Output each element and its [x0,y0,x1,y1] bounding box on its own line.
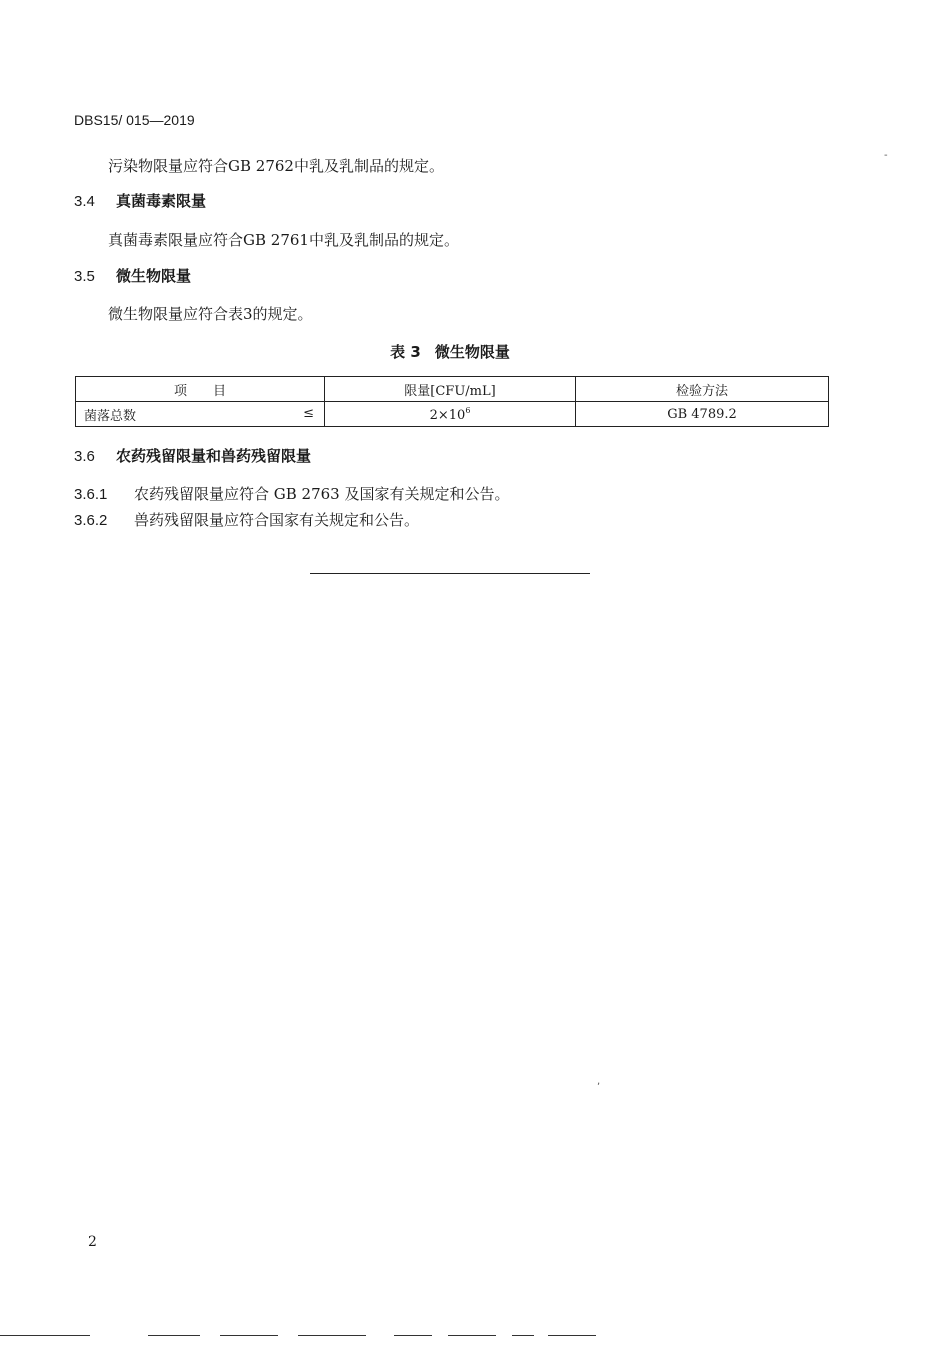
scan-edge-line [0,1335,90,1336]
subsection-3-6-1 [74,483,510,504]
section-heading-3-5 [74,265,191,286]
section-title: 微生物限量 [116,267,192,285]
subsection-number: 3.6.1 [74,486,108,503]
table-header-row [76,377,829,402]
microbial-limits-table [75,376,829,427]
subsection-3-6-2 [74,509,419,530]
section-heading-3-6 [74,445,311,466]
section-title: 农药残留限量和兽药残留限量 [116,447,312,465]
subsection-body: 兽药残留限量应符合国家有关规定和公告。 [134,511,420,529]
table-label: 表 3 [390,343,421,361]
scan-edge-line [448,1335,496,1336]
scan-speck: , [597,1076,601,1087]
section-number: 3.4 [74,193,95,210]
item-name: 菌落总数 [84,408,137,424]
section-heading-3-4 [74,190,206,211]
table-caption [0,341,900,362]
header-item: 项 目 [76,377,325,402]
less-equal-symbol: ≤ [303,406,314,421]
scan-edge-line [394,1335,432,1336]
paragraph-contaminants: 污染物限量应符合GB 2762中乳及乳制品的规定。 [108,157,444,175]
limit-base: 2×10 [429,407,466,423]
subsection-number: 3.6.2 [74,512,108,529]
header-limit: 限量[CFU/mL] [325,377,576,402]
scan-edge-line [220,1335,278,1336]
table-title: 微生物限量 [434,343,510,361]
subsection-body: 农药残留限量应符合 GB 2763 及国家有关规定和公告。 [134,485,510,503]
cell-method: GB 4789.2 [576,402,829,427]
scan-edge-line [298,1335,366,1336]
scan-edge-line [548,1335,596,1336]
paragraph-microbial: 微生物限量应符合表3的规定。 [108,305,313,323]
scan-speck: - [884,150,888,161]
end-of-document-rule [310,573,590,574]
document-code: DBS15/ 015—2019 [74,112,195,128]
cell-limit [325,402,576,427]
scan-edge-line [512,1335,534,1336]
header-method: 检验方法 [576,377,829,402]
limit-exponent: 6 [465,405,471,415]
section-title: 真菌毒素限量 [116,192,207,210]
section-number: 3.6 [74,448,95,465]
table-row [76,402,829,427]
section-number: 3.5 [74,268,95,285]
page-number: 2 [88,1234,97,1250]
paragraph-mycotoxins: 真菌毒素限量应符合GB 2761中乳及乳制品的规定。 [108,231,459,249]
cell-item [76,402,325,427]
scan-edge-line [148,1335,200,1336]
